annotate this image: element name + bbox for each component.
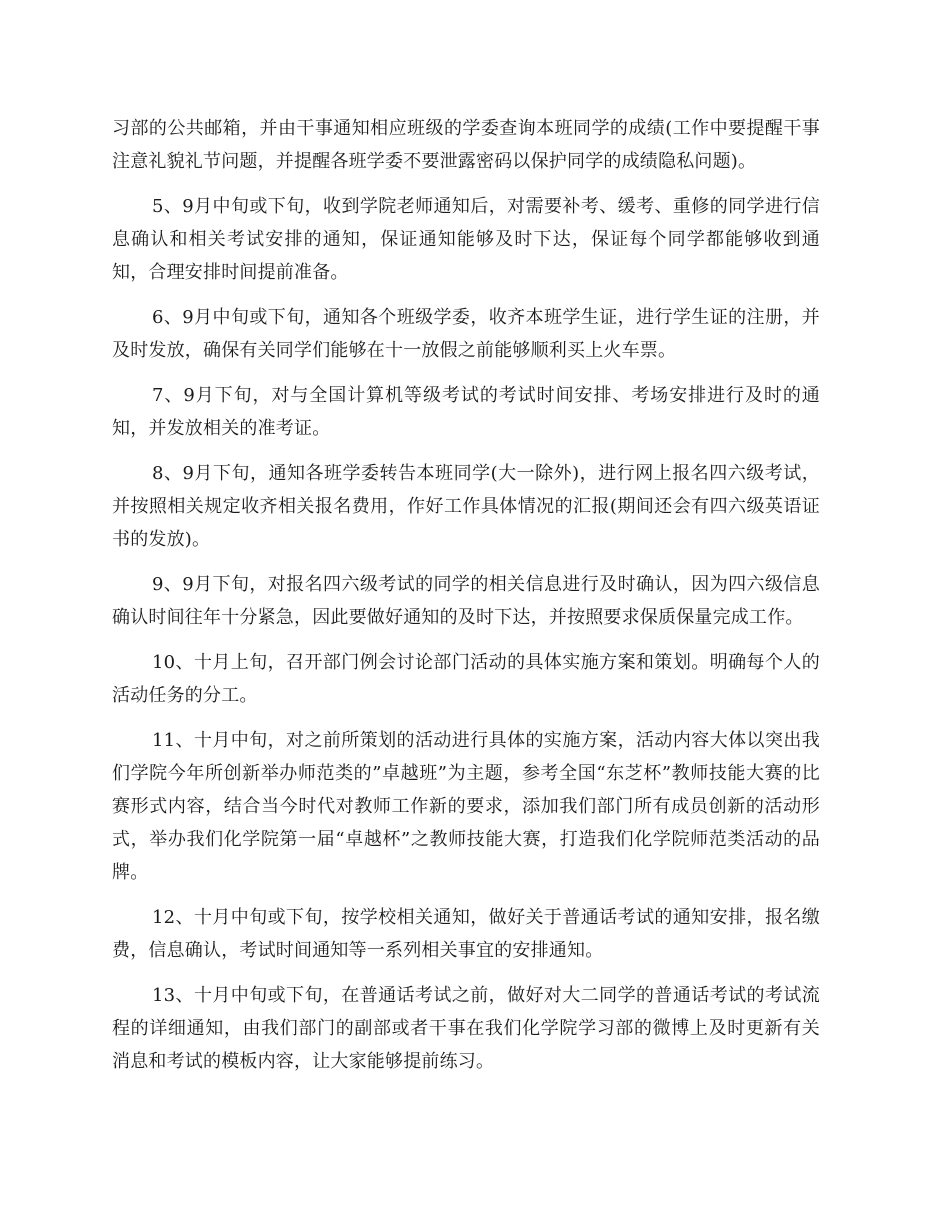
paragraph-item-10: 10、十月上旬，召开部门例会讨论部门活动的具体实施方案和策划。明确每个人的活动任务的分工。: [112, 652, 820, 706]
paragraph-continuation: 习部的公共邮箱，并由干事通知相应班级的学委查询本班同学的成绩(工作中要提醒干事注意礼貌礼节问题，并提醒各班学委不要泄露密码以保护同学的成绩隐私问题)。: [112, 118, 820, 172]
paragraph-item-12: 12、十月中旬或下旬，按学校相关通知，做好关于普通话考试的通知安排，报名缴费，信息确认，考试时间通知等一系列相关事宜的安排通知。: [112, 907, 820, 961]
paragraph-item-6: 6、9月中旬或下旬，通知各个班级学委，收齐本班学生证，进行学生证的注册，并及时发放，确保有关同学们能够在十一放假之前能够顺利买上火车票。: [112, 307, 820, 361]
paragraph-item-11: 11、十月中旬，对之前所策划的活动进行具体的实施方案，活动内容大体以突出我们学院今年所创新举办师范类的”卓越班”为主题，参考全国“东芝杯”教师技能大赛的比赛形式内容，结合当今时代对教师工作新的要求，添加我们部门所有成员创新的活动形式，举办我们化学院第一届“卓越杯”之教师技能大赛，打造我们化学院师范类活动的品牌。: [112, 730, 820, 883]
document-body: [112, 112, 820, 1090]
paragraph-item-5: 5、9月中旬或下旬，收到学院老师通知后，对需要补考、缓考、重修的同学进行信息确认和相关考试安排的通知，保证通知能够及时下达，保证每个同学都能够收到通知，合理安排时间提前准备。: [112, 196, 820, 283]
paragraph-item-9: 9、9月下旬，对报名四六级考试的同学的相关信息进行及时确认，因为四六级信息确认时间往年十分紧急，因此要做好通知的及时下达，并按照要求保质保量完成工作。: [112, 574, 820, 628]
paragraph-item-7: 7、9月下旬，对与全国计算机等级考试的考试时间安排、考场安排进行及时的通知，并发放相关的准考证。: [112, 385, 820, 439]
paragraph-item-13: 13、十月中旬或下旬，在普通话考试之前，做好对大二同学的普通话考试的考试流程的详细通知，由我们部门的副部或者干事在我们化学院学习部的微博上及时更新有关消息和考试的模板内容，让大家能够提前练习。: [112, 985, 820, 1072]
paragraph-item-8: 8、9月下旬，通知各班学委转告本班同学(大一除外)，进行网上报名四六级考试，并按照相关规定收齐相关报名费用，作好工作具体情况的汇报(期间还会有四六级英语证书的发放)。: [112, 463, 820, 550]
